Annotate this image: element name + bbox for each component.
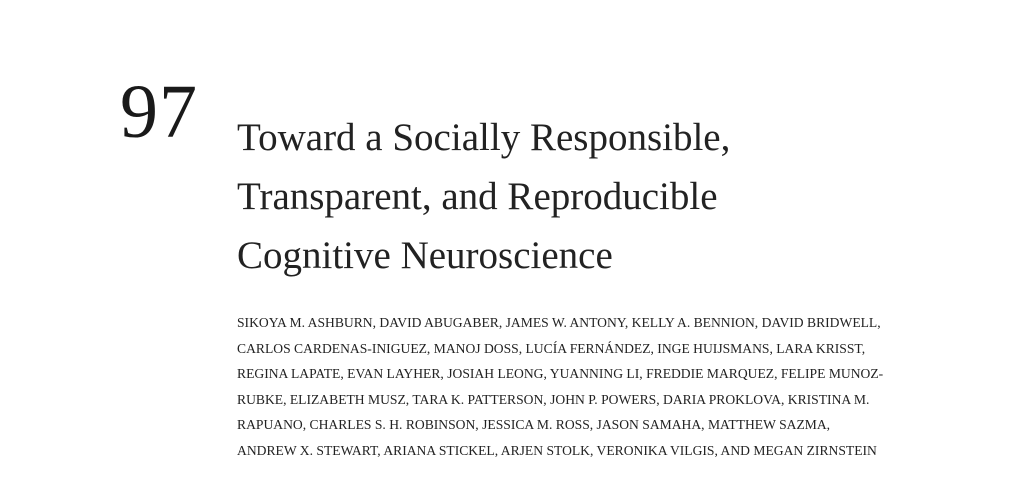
author-list bbox=[237, 310, 957, 464]
author-line: RAPUANO, CHARLES S. H. ROBINSON, JESSICA M. ROSS, JASON SAMAHA, MATTHEW SAZMA, bbox=[237, 417, 831, 433]
chapter-title bbox=[237, 108, 730, 285]
chapter-title-line: Cognitive Neuroscience bbox=[237, 234, 613, 277]
chapter-number: 97 bbox=[120, 70, 198, 154]
author-line: RUBKE, ELIZABETH MUSZ, TARA K. PATTERSON, JOHN P. POWERS, DARIA PROKLOVA, KRISTINA M. bbox=[237, 391, 870, 407]
author-line: ANDREW X. STEWART, ARIANA STICKEL, ARJEN STOLK, VERONIKA VILGIS, AND MEGAN ZIRNSTEIN bbox=[237, 442, 877, 458]
chapter-title-line: Transparent, and Reproducible bbox=[237, 175, 718, 218]
chapter-title-line: Toward a Socially Responsible, bbox=[237, 116, 731, 159]
author-line: REGINA LAPATE, EVAN LAYHER, JOSIAH LEONG, YUANNING LI, FREDDIE MARQUEZ, FELIPE MUNOZ- bbox=[237, 366, 884, 382]
author-line: CARLOS CARDENAS-INIGUEZ, MANOJ DOSS, LUCÍA FERNÁNDEZ, INGE HUIJSMANS, LARA KRISST, bbox=[237, 340, 866, 356]
author-line: SIKOYA M. ASHBURN, DAVID ABUGABER, JAMES W. ANTONY, KELLY A. BENNION, DAVID BRIDWELL, bbox=[237, 315, 881, 330]
